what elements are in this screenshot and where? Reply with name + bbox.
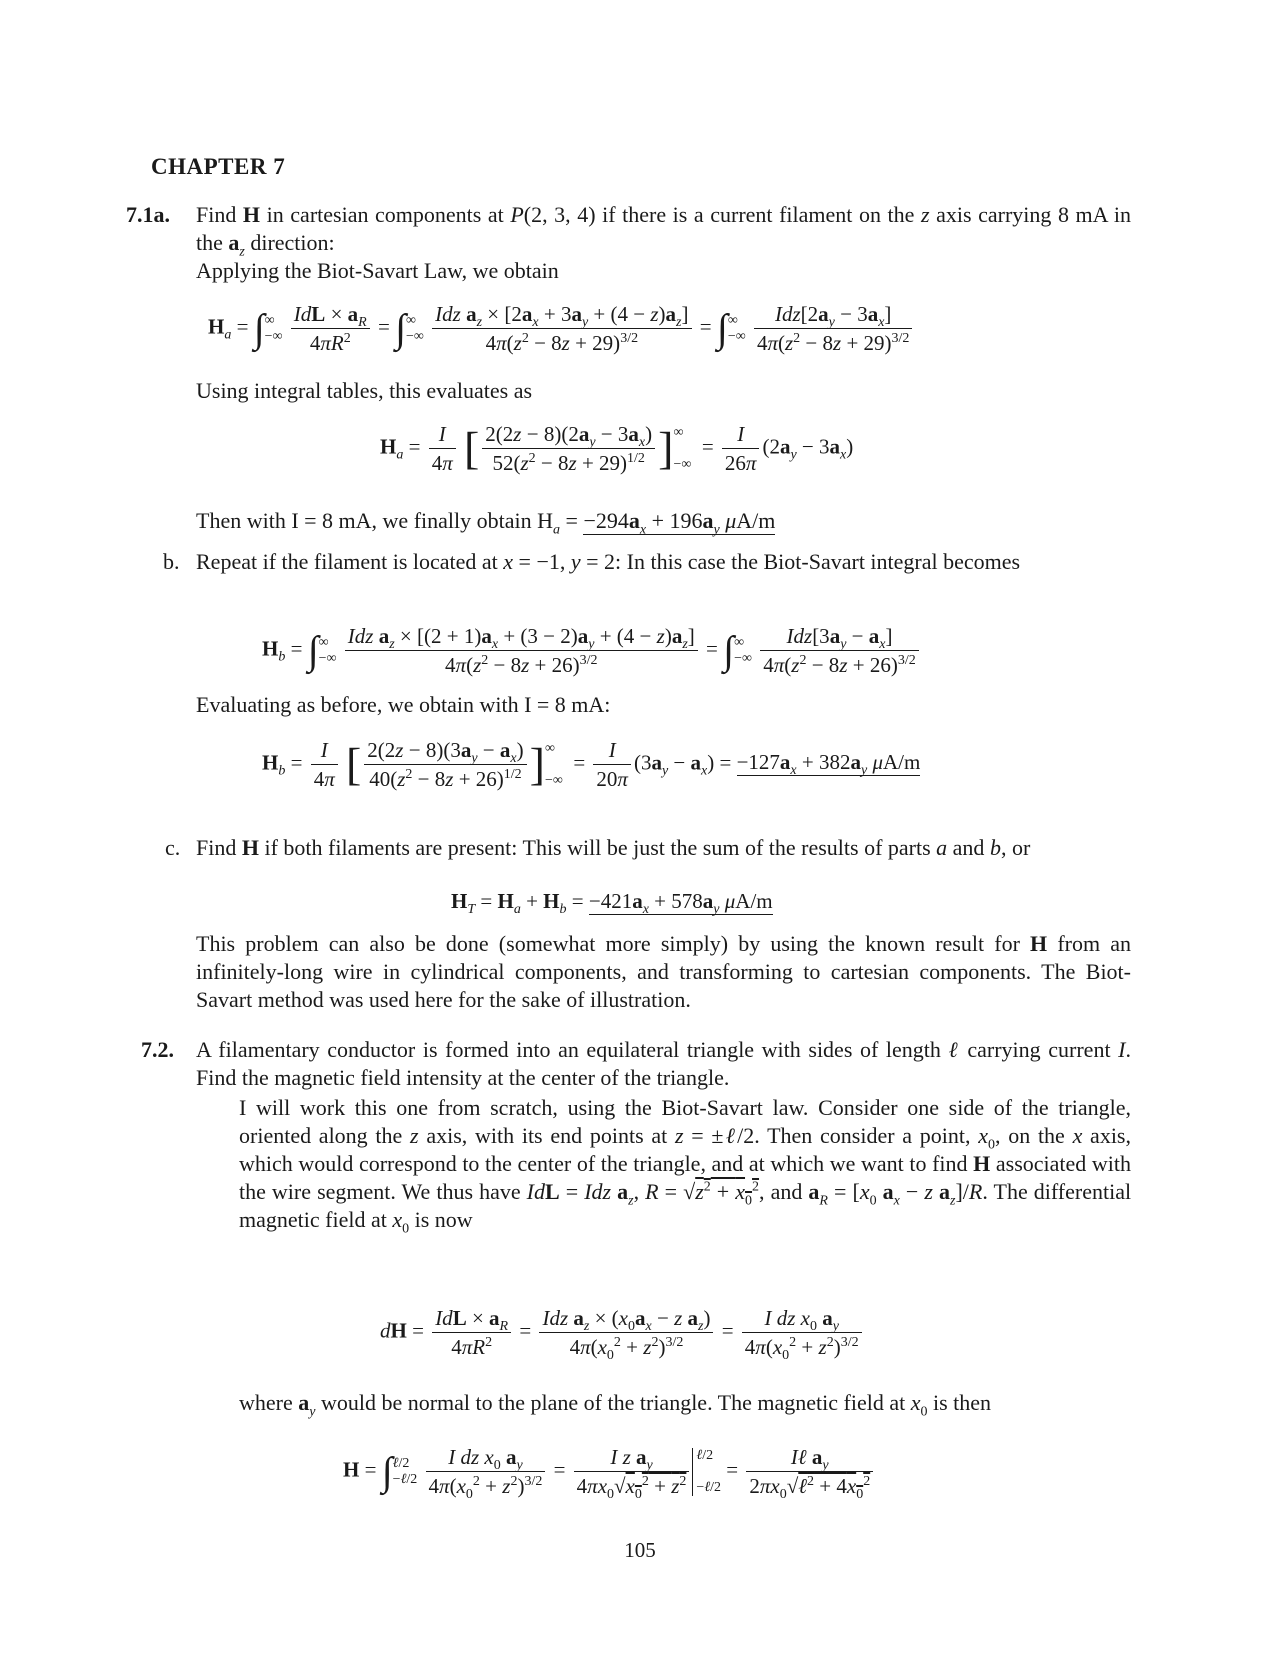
problem-7-2-question: A filamentary conductor is formed into an equilateral triangle with sides of length ℓ carrying current I. Find the magnetic field intensity at the center of the triangle. xyxy=(196,1037,1131,1090)
equation-hb-evaluated: $H_b$ = $\frac{I}{4\pi}$ [ $\frac{2(2z - 8)(3a_y - a_x)}{40(z^2 - 8z + 26)^{1/2}}$ ] ∞ −∞ = $\frac{I}{20\pi}$ $(3a_y - a_x) = -127a_x + 382a_y$ μA/m xyxy=(262,738,921,791)
problem-label-7-1a: 7.1a. xyxy=(126,202,170,227)
problem-7-1a-result: $-294a_x + 196a_y$ μA/m xyxy=(583,508,776,538)
chapter-heading: CHAPTER 7 xyxy=(151,154,286,179)
problem-7-1a-text3-prefix: Then with I = 8 mA, we finally obtain H xyxy=(196,508,554,533)
problem-7-1b-text1: Evaluating as before, we obtain with I = 8 mA: xyxy=(196,692,611,717)
problem-7-1c-question: Find H if both filaments are present: This will be just the sum of the results of parts a and b, or xyxy=(196,835,1031,860)
problem-7-2-text2: where $a_y$ would be normal to the plane of the triangle. The magnetic field at $x_0$ is then xyxy=(239,1390,992,1420)
problem-7-1a-text2: Using integral tables, this evaluates as xyxy=(196,378,533,403)
problem-7-1b-result: $-127a_x + 382a_y$ μA/m xyxy=(736,750,921,779)
equation-hb-integral: $H_b$ = ∫ ∞ −∞ $\frac{Idz a_z \times [(2 + 1)a_x + (3 - 2)a_y + (4 - z)a_z]}{4\pi(z^2 - 8z + 26)^{3/2}}$ = ∫ ∞ −∞ $\frac{Idz[3a_y - a_x]}{4\pi(z^2 - 8z + 26)^{3/2}}$ xyxy=(262,622,922,679)
problem-label-7-1b: b. xyxy=(163,549,180,574)
equation-ha-evaluated: $H_a$ = $\frac{I}{4\pi}$ [ $\frac{2(2z - 8)(2a_y - 3a_x)}{52(z^2 - 8z + 29)^{1/2}}$ ] ∞ −∞ = $\frac{I}{26\pi}$ $(2a_y - 3a_x)$ xyxy=(380,422,854,475)
problem-7-1a-text1: Applying the Biot-Savart Law, we obtain xyxy=(196,258,559,283)
problem-7-1a-question: Find H in cartesian components at P(2, 3, 4) if there is a current filament on the z axis carrying 8 mA in the $a_z$ direction: xyxy=(196,202,1131,260)
problem-7-1b-question: Repeat if the filament is located at x = −1, y = 2: In this case the Biot-Savart integral becomes xyxy=(196,549,1021,574)
equation-ha-integral: $H_a$ = ∫ ∞ −∞ $\frac{IdL \times a_R}{4\pi R^2}$ = ∫ ∞ −∞ $\frac{Idz a_z \times [2a_x + 3a_y + (4 - z)a_z]}{4\pi(z^2 - 8z + 29)^{3/2}}$ = ∫ ∞ −∞ $\frac{Idz[2a_y - 3a_x]}{4\pi(z^2 - 8z + 29)^{3/2}}$ xyxy=(208,300,915,357)
page-number: 105 xyxy=(624,1538,656,1562)
problem-label-7-2: 7.2. xyxy=(141,1037,174,1062)
equation-h-total: H = ∫ ℓ/2 −ℓ/2 $\frac{I dz x_0 a_y}{4\pi(x_0^2 + z^2)^{3/2}}$ = $\frac{I z a_y}{4\pi x_0√x_0^2 + z^2}$ ℓ/2 −ℓ/2 = $\frac{I\ell a_y}{2\pi x_0√\ell^2 + 4x_0^2}$ xyxy=(343,1443,876,1500)
problem-7-2-text1: I will work this one from scratch, using the Biot-Savart law. Consider one side of the triangle, oriented along the z axis, with its end points at z = ±ℓ/2. Then consider a point, $x_0$, on the x axis, which would correspond to the center of the triangle, and at which we want to find H associated with the wire segment. We thus have IdL = Idz $a_z$, $R = √z^2 + x_0^2$, and $a_R = [x_0$ $a_x - z$ $a_z]/R$. The differential magnetic field at $x_0$ is now xyxy=(239,1095,1132,1237)
problem-7-1c-text1: This problem can also be done (somewhat more simply) by using the known result for H from an infinitely-long wire in cylindrical components, and transforming to cartesian components. The Biot-Savart method was used here for the sake of illustration. xyxy=(196,931,1131,1012)
problem-7-1c-result: $-421a_x + 578a_y$ μA/m xyxy=(588,889,773,918)
problem-7-1a-text3: Then with I = 8 mA, we finally obtain $H_a = -294a_x + 196a_y$ μA/m xyxy=(196,508,776,538)
equation-ht: $H_T = H_a + H_b = -421a_x + 578a_y$ μA/m xyxy=(451,889,773,918)
problem-label-7-1c: c. xyxy=(165,835,181,860)
equation-dh: dH = $\frac{IdL \times a_R}{4\pi R^2}$ = $\frac{Idz a_z \times (x_0a_x - z a_z)}{4\pi(x_0^2 + z^2)^{3/2}}$ = $\frac{I dz x_0 a_y}{4\pi(x_0^2 + z^2)^{3/2}}$ xyxy=(380,1304,865,1361)
